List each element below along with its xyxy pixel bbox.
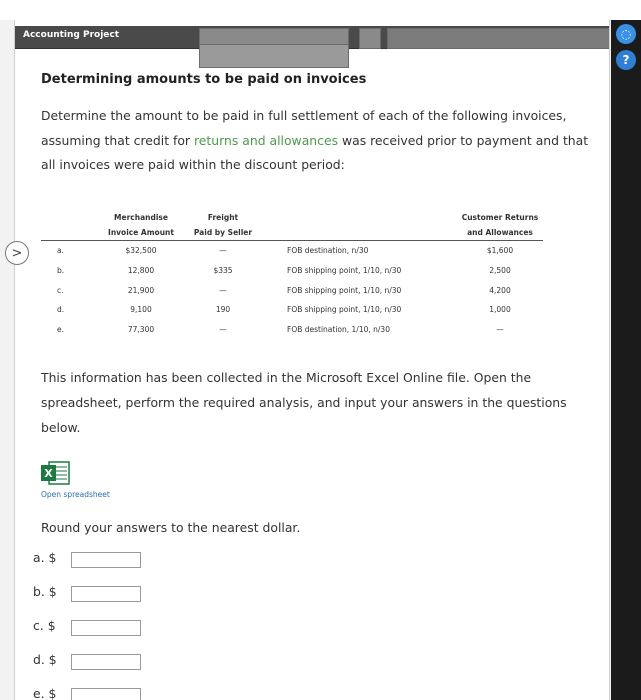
answer-input-e[interactable] xyxy=(71,688,141,700)
answer-label: e. xyxy=(33,686,45,700)
answer-input-b[interactable] xyxy=(71,586,141,602)
row-letter: c. xyxy=(57,285,64,295)
returns-amount: 1,000 xyxy=(489,305,511,315)
invoice-amount: 21,900 xyxy=(127,285,155,295)
round-instruction: Round your answers to the nearest dollar. xyxy=(41,520,301,535)
header-paid-by-seller: Paid by Seller xyxy=(181,225,265,241)
answer-label: a. xyxy=(33,550,45,565)
header-returns: Customer Returns xyxy=(461,213,539,222)
page-title: Determining amounts to be paid on invoices xyxy=(41,72,367,87)
row-letter: d. xyxy=(57,305,65,315)
row-letter: e. xyxy=(57,325,64,335)
freight-amount: — xyxy=(219,325,227,335)
redacted-block xyxy=(359,28,381,49)
excel-icon-letter: X xyxy=(44,467,53,480)
row-letter: a. xyxy=(57,246,64,256)
intro-paragraph xyxy=(41,104,601,178)
terms: FOB shipping point, 1/10, n/30 xyxy=(287,285,402,295)
terms: FOB shipping point, 1/10, n/30 xyxy=(287,305,402,315)
intro-text-start: Determine the amount to be paid in full settlement of each of the following invoices, assuming that credit for xyxy=(41,108,567,148)
table-row xyxy=(41,241,543,261)
answer-label: c. xyxy=(33,618,44,633)
intro-text-end: was received prior to payment and that all invoices were paid within the discount period: xyxy=(41,132,589,172)
answer-row-c xyxy=(33,618,69,638)
freight-amount: — xyxy=(219,246,227,256)
open-spreadsheet-link[interactable]: Open spreadsheet xyxy=(41,490,110,499)
answer-label: d. xyxy=(33,652,45,667)
currency-symbol: $ xyxy=(47,618,56,633)
invoice-amount: 77,300 xyxy=(127,325,155,335)
assignment-window xyxy=(14,20,610,700)
terms: FOB destination, 1/10, n/30 xyxy=(287,325,390,335)
currency-symbol: $ xyxy=(48,584,57,599)
answer-row-a xyxy=(33,550,69,570)
returns-amount: 4,200 xyxy=(489,285,511,295)
currency-symbol: $ xyxy=(48,550,57,565)
excel-icon[interactable] xyxy=(41,460,71,486)
refresh-icon[interactable]: ◌ xyxy=(616,24,636,44)
header-merchandise: Merchandise xyxy=(114,213,168,222)
returns-amount: 2,500 xyxy=(489,266,511,276)
invoice-amount: 12,800 xyxy=(127,266,155,276)
answer-input-c[interactable] xyxy=(71,620,141,636)
answer-row-b xyxy=(33,584,69,604)
answer-row-d xyxy=(33,652,69,672)
window-title: Accounting Project xyxy=(23,30,120,40)
table-row xyxy=(41,320,543,340)
answer-label: b. xyxy=(33,584,45,599)
currency-symbol: $ xyxy=(48,652,57,667)
returns-allowances-link[interactable]: returns and allowances xyxy=(193,132,339,148)
invoice-amount: 9,100 xyxy=(130,305,152,315)
help-icon[interactable]: ? xyxy=(616,50,636,70)
header-and-allowances: and Allowances xyxy=(457,225,543,241)
redacted-block xyxy=(199,44,349,68)
terms: FOB destination, n/30 xyxy=(287,246,369,256)
currency-symbol: $ xyxy=(48,686,57,700)
expand-chevron-icon[interactable]: > xyxy=(5,241,29,265)
terms: FOB shipping point, 1/10, n/30 xyxy=(287,266,402,276)
header-freight: Freight xyxy=(207,213,239,222)
freight-amount: 190 xyxy=(215,305,231,315)
table-row xyxy=(41,261,543,281)
answer-input-a[interactable] xyxy=(71,552,141,568)
table-row xyxy=(41,280,543,300)
returns-amount: $1,600 xyxy=(486,246,514,256)
freight-amount: $335 xyxy=(213,266,233,276)
row-letter: b. xyxy=(57,266,65,276)
table-row xyxy=(41,300,543,320)
answer-input-d[interactable] xyxy=(71,654,141,670)
top-margin xyxy=(0,0,641,20)
info-paragraph: This information has been collected in the Microsoft Excel Online file. Open the spreadsheet, perform the required analysis, and input your answers in the questions below. xyxy=(41,370,567,435)
answer-row-e xyxy=(33,686,69,700)
freight-amount: — xyxy=(219,285,227,295)
right-toolbar xyxy=(611,20,641,700)
header-invoice-amount: Invoice Amount xyxy=(101,225,181,241)
invoice-table xyxy=(41,210,543,339)
redacted-block xyxy=(387,28,610,49)
returns-amount: — xyxy=(496,325,504,335)
invoice-amount: $32,500 xyxy=(125,246,157,256)
